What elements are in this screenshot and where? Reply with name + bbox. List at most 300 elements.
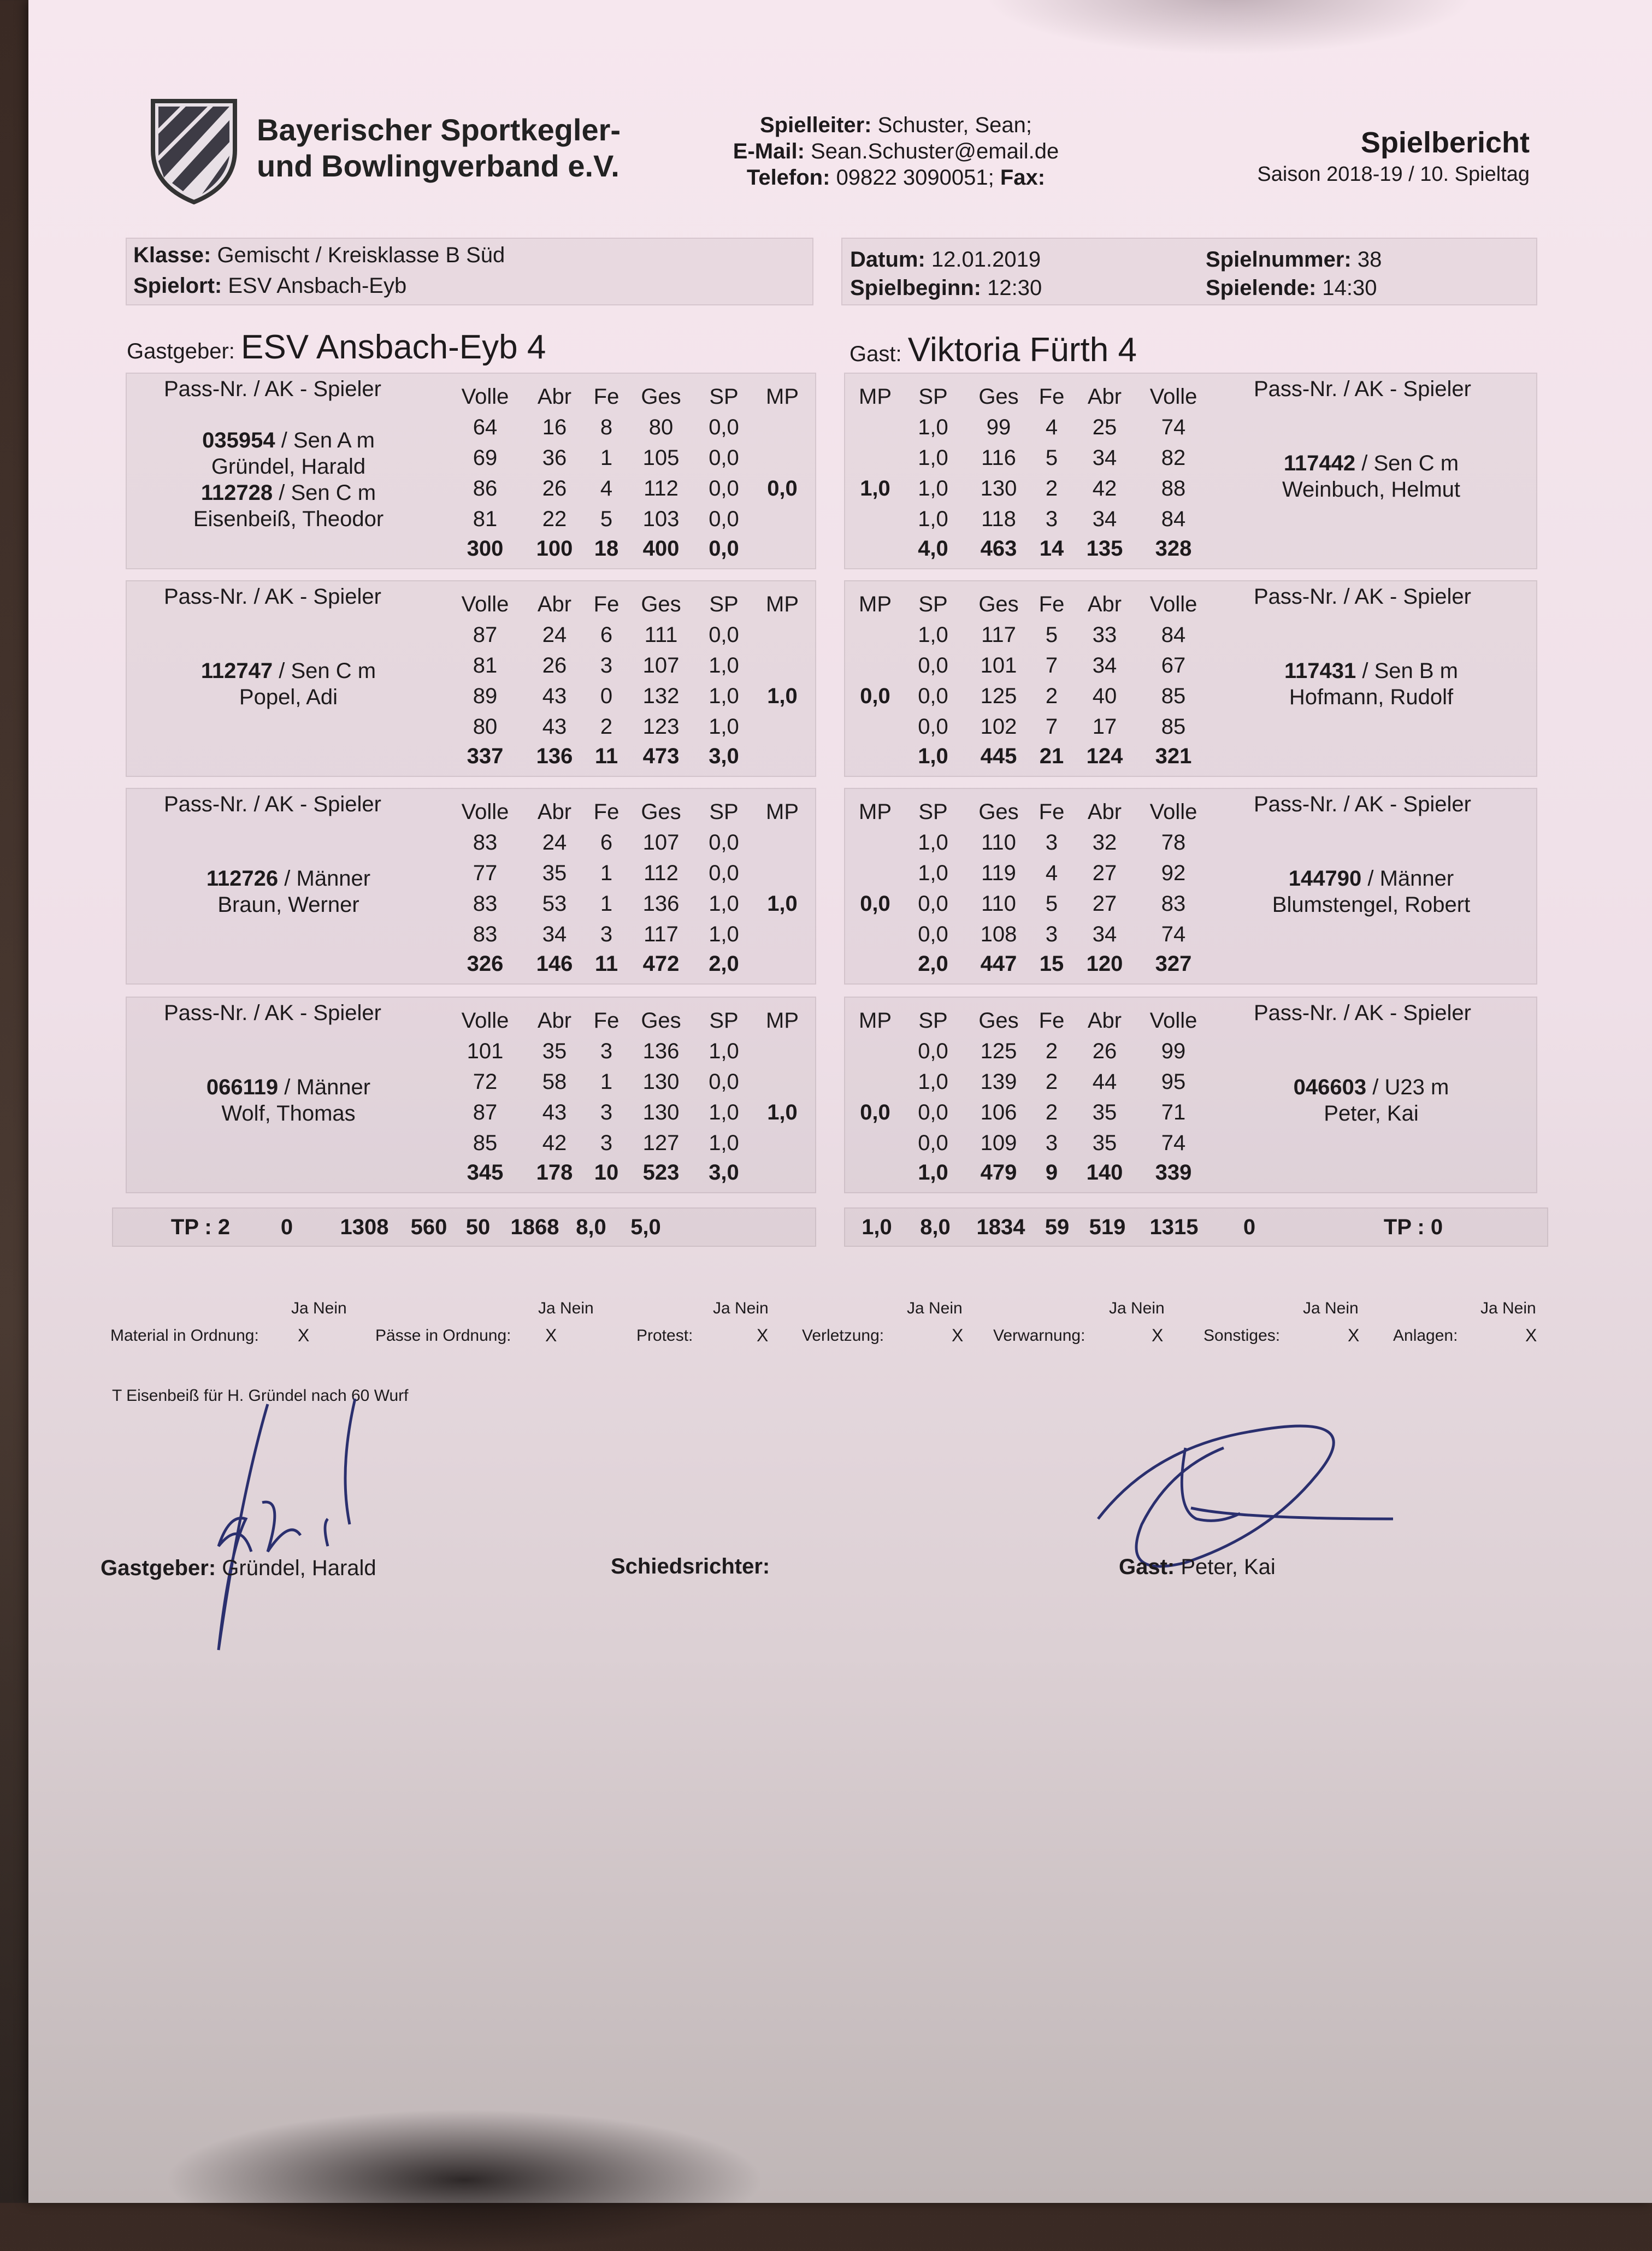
pass-number: 117442 — [1283, 451, 1356, 475]
column-header: MP — [859, 385, 892, 409]
total-cell: 445 — [980, 744, 1017, 768]
info-left — [126, 238, 813, 305]
score-cell: 0,0 — [918, 922, 948, 946]
total-value: 5,0 — [630, 1215, 661, 1239]
total-value: 50 — [465, 1215, 491, 1239]
ort-value: ESV Ansbach-Eyb — [228, 274, 407, 298]
check-label: Sonstiges: — [1203, 1327, 1281, 1345]
column-header: Fe — [1039, 1009, 1065, 1033]
score-cell: 109 — [980, 1131, 1017, 1155]
score-cell: 1,0 — [709, 1131, 739, 1155]
score-cell: 1 — [600, 446, 613, 470]
datum-label: Datum: — [850, 248, 925, 272]
score-cell: 1,0 — [918, 1070, 948, 1094]
column-header: Fe — [1039, 800, 1065, 824]
host-player-info — [146, 427, 430, 532]
column-header: Volle — [1149, 385, 1197, 409]
column-header: Abr — [537, 592, 572, 616]
guest-player-info — [1229, 865, 1513, 918]
score-cell: 2 — [1045, 684, 1058, 708]
score-cell: 117 — [981, 623, 1016, 647]
total-cell: 9 — [1045, 1160, 1058, 1185]
score-cell: 5 — [1045, 446, 1058, 470]
score-cell: 58 — [542, 1070, 567, 1094]
total-cell: 11 — [594, 744, 618, 768]
score-cell: 112 — [644, 476, 678, 500]
age-class: / Männer — [278, 1075, 371, 1099]
host-player-info — [146, 658, 430, 710]
total-cell: 178 — [536, 1160, 573, 1185]
guest-team-name: Viktoria Fürth 4 — [907, 331, 1137, 369]
score-cell: 102 — [980, 715, 1017, 739]
check-label: Verwarnung: — [993, 1327, 1085, 1345]
score-cell: 8 — [600, 415, 613, 439]
score-cell: 139 — [980, 1070, 1017, 1094]
team-points: TP : 0 — [1383, 1215, 1443, 1239]
pass-number: 112747 — [200, 659, 273, 683]
score-cell: 26 — [1092, 1039, 1117, 1063]
score-cell: 83 — [473, 830, 498, 855]
guest-team — [849, 331, 1137, 369]
score-cell: 81 — [473, 507, 498, 531]
score-cell: 74 — [1161, 415, 1186, 439]
pass-number: 035954 — [202, 428, 275, 452]
score-cell: 0,0 — [709, 507, 739, 531]
total-cell: 326 — [467, 952, 504, 976]
score-cell: 118 — [981, 507, 1016, 531]
score-cell: 7 — [1045, 715, 1058, 739]
score-cell: 81 — [473, 653, 498, 677]
total-cell: 2,0 — [918, 952, 948, 976]
column-header: MP — [766, 385, 799, 409]
score-cell: 32 — [1092, 830, 1117, 855]
total-value: 1315 — [1149, 1215, 1199, 1239]
column-header: Ges — [641, 800, 681, 824]
total-cell: 523 — [642, 1160, 680, 1185]
score-cell: 0,0 — [918, 653, 948, 677]
pass-number: 112728 — [200, 481, 273, 505]
score-cell: 43 — [542, 715, 567, 739]
score-cell: 83 — [1161, 892, 1186, 916]
sig-guest-name: Peter, Kai — [1181, 1555, 1276, 1579]
score-cell: 16 — [542, 415, 567, 439]
score-cell: 42 — [1092, 476, 1117, 500]
score-cell: 5 — [600, 507, 613, 531]
column-header: SP — [709, 800, 739, 824]
score-cell: 7 — [1045, 653, 1058, 677]
score-cell: 1,0 — [918, 415, 948, 439]
score-cell: 36 — [542, 446, 567, 470]
ja-nein-header: Ja Nein — [1109, 1299, 1165, 1317]
score-cell: 1,0 — [709, 684, 739, 708]
fax-label: Fax: — [1000, 166, 1046, 190]
substitution-note: T Eisenbeiß für H. Gründel nach 60 Wurf — [112, 1387, 409, 1405]
score-cell: 110 — [981, 830, 1016, 855]
score-cell: 107 — [642, 830, 680, 855]
column-header: Fe — [593, 592, 620, 616]
score-cell: 125 — [980, 684, 1017, 708]
score-cell: 127 — [642, 1131, 680, 1155]
score-cell: 74 — [1161, 1131, 1186, 1155]
guest-player-info — [1229, 658, 1513, 710]
player-name: Popel, Adi — [239, 685, 338, 709]
match-point: 0,0 — [767, 476, 798, 500]
column-header: Fe — [593, 385, 620, 409]
sig-guest-label: Gast: — [1119, 1555, 1175, 1579]
total-value: 1868 — [510, 1215, 559, 1239]
check-label: Material in Ordnung: — [110, 1327, 259, 1345]
total-cell: 0,0 — [709, 537, 739, 561]
nummer-value: 38 — [1357, 248, 1382, 272]
total-value: 1834 — [976, 1215, 1025, 1239]
column-header: Volle — [461, 1009, 509, 1033]
match-point: 1,0 — [767, 892, 798, 916]
score-cell: 80 — [473, 715, 498, 739]
score-cell: 42 — [542, 1131, 567, 1155]
host-player-info — [146, 865, 430, 918]
score-cell: 2 — [1045, 1100, 1058, 1124]
score-cell: 3 — [600, 1131, 613, 1155]
total-cell: 400 — [642, 537, 680, 561]
score-cell: 0,0 — [918, 715, 948, 739]
score-cell: 80 — [648, 415, 674, 439]
score-cell: 3 — [600, 922, 613, 946]
klasse-label: Klasse: — [133, 243, 211, 267]
score-cell: 0,0 — [918, 1100, 948, 1124]
player-name: Eisenbeiß, Theodor — [193, 507, 384, 531]
score-cell: 4 — [1045, 861, 1058, 885]
score-cell: 1 — [600, 861, 613, 885]
total-value: 59 — [1045, 1215, 1070, 1239]
column-header: Fe — [1039, 385, 1065, 409]
check-mark: X — [1348, 1325, 1360, 1345]
score-cell: 123 — [642, 715, 680, 739]
column-header: Abr — [537, 1009, 572, 1033]
column-header: Abr — [537, 800, 572, 824]
score-cell: 24 — [542, 830, 567, 855]
score-cell: 92 — [1161, 861, 1186, 885]
org-line-2: und Bowlingverband e.V. — [257, 149, 620, 183]
score-cell: 107 — [642, 653, 680, 677]
total-cell: 463 — [980, 537, 1017, 561]
score-cell: 1,0 — [709, 653, 739, 677]
age-class: / U23 m — [1366, 1075, 1449, 1099]
total-cell: 1,0 — [918, 744, 948, 768]
score-cell: 17 — [1092, 715, 1117, 739]
total-value: 519 — [1089, 1215, 1126, 1239]
score-cell: 132 — [642, 684, 680, 708]
score-cell: 34 — [1092, 446, 1117, 470]
guest-totals — [844, 1207, 1548, 1247]
federation-logo — [142, 90, 246, 205]
score-cell: 3 — [600, 1100, 613, 1124]
score-cell: 34 — [542, 922, 567, 946]
player-column-header: Pass-Nr. / AK - Spieler — [164, 1001, 381, 1025]
column-header: Ges — [978, 800, 1019, 824]
score-cell: 2 — [1045, 1070, 1058, 1094]
total-cell: 4,0 — [918, 537, 948, 561]
score-cell: 40 — [1092, 684, 1117, 708]
check-mark: X — [952, 1325, 964, 1345]
total-value: 560 — [410, 1215, 447, 1239]
total-value: 8,0 — [576, 1215, 606, 1239]
score-cell: 1,0 — [709, 1100, 739, 1124]
check-mark: X — [757, 1325, 769, 1345]
ja-nein-header: Ja Nein — [1480, 1299, 1536, 1317]
total-value: 0 — [1243, 1215, 1256, 1239]
ja-nein-header: Ja Nein — [291, 1299, 347, 1317]
column-header: Ges — [978, 385, 1019, 409]
column-header: Ges — [641, 592, 681, 616]
score-cell: 69 — [473, 446, 498, 470]
total-cell: 337 — [467, 744, 504, 768]
score-cell: 64 — [473, 415, 498, 439]
column-header: Volle — [1149, 800, 1197, 824]
score-cell: 0 — [600, 684, 613, 708]
match-point: 0,0 — [860, 1100, 890, 1124]
ja-nein-header: Ja Nein — [713, 1299, 769, 1317]
column-header: Volle — [461, 800, 509, 824]
score-cell: 53 — [542, 892, 567, 916]
score-cell: 71 — [1161, 1100, 1186, 1124]
score-cell: 83 — [473, 922, 498, 946]
team-points: TP : 2 — [170, 1215, 231, 1239]
leiter-label: Spielleiter: — [759, 113, 872, 137]
total-cell: 124 — [1086, 744, 1123, 768]
score-cell: 0,0 — [709, 830, 739, 855]
referee-line — [611, 1554, 770, 1579]
match-point: 1,0 — [767, 1100, 798, 1124]
column-header: Fe — [1039, 592, 1065, 616]
total-cell: 18 — [594, 537, 619, 561]
ende-value: 14:30 — [1322, 276, 1377, 300]
score-cell: 85 — [1161, 715, 1186, 739]
total-value: 8,0 — [920, 1215, 951, 1239]
total-cell: 479 — [980, 1160, 1017, 1185]
column-header: Volle — [461, 385, 509, 409]
column-header: MP — [766, 592, 799, 616]
column-header: SP — [918, 385, 948, 409]
score-cell: 110 — [981, 892, 1016, 916]
column-header: Volle — [1149, 1009, 1197, 1033]
total-cell: 339 — [1155, 1160, 1192, 1185]
total-cell: 146 — [536, 952, 573, 976]
total-cell: 1,0 — [918, 1160, 948, 1185]
total-cell: 120 — [1086, 952, 1123, 976]
column-header: Volle — [461, 592, 509, 616]
score-cell: 1 — [600, 1070, 613, 1094]
column-header: Abr — [1087, 800, 1122, 824]
score-cell: 3 — [600, 1039, 613, 1063]
score-cell: 0,0 — [709, 861, 739, 885]
total-cell: 100 — [536, 537, 573, 561]
score-cell: 3 — [1045, 1131, 1058, 1155]
player-column-header: Pass-Nr. / AK - Spieler — [1254, 377, 1471, 401]
score-cell: 0,0 — [918, 684, 948, 708]
score-cell: 78 — [1161, 830, 1186, 855]
score-cell: 84 — [1161, 507, 1186, 531]
title-block — [1175, 126, 1530, 186]
player-name: Gründel, Harald — [211, 455, 366, 479]
score-cell: 89 — [473, 684, 498, 708]
player-name: Braun, Werner — [217, 893, 359, 917]
guest-label: Gast: — [849, 342, 902, 366]
host-team — [127, 328, 546, 367]
total-cell: 345 — [467, 1160, 504, 1185]
total-cell: 11 — [594, 952, 618, 976]
datum-value: 12.01.2019 — [931, 248, 1041, 272]
score-cell: 35 — [542, 1039, 567, 1063]
guest-signature-line — [1119, 1555, 1276, 1580]
total-cell: 328 — [1155, 537, 1192, 561]
score-cell: 95 — [1161, 1070, 1186, 1094]
score-cell: 3 — [1045, 922, 1058, 946]
check-mark: X — [545, 1325, 557, 1345]
score-cell: 72 — [473, 1070, 498, 1094]
column-header: Fe — [593, 1009, 620, 1033]
total-cell: 2,0 — [709, 952, 739, 976]
age-class: / Sen B m — [1356, 659, 1459, 683]
player-name: Hofmann, Rudolf — [1289, 685, 1454, 709]
nummer-label: Spielnummer: — [1206, 248, 1352, 272]
player-name: Blumstengel, Robert — [1272, 893, 1471, 917]
score-cell: 2 — [1045, 1039, 1058, 1063]
ja-nein-header: Ja Nein — [907, 1299, 963, 1317]
total-cell: 3,0 — [709, 744, 739, 768]
total-cell: 321 — [1155, 744, 1192, 768]
score-cell: 0,0 — [918, 1131, 948, 1155]
org-name — [257, 112, 621, 184]
age-class: / Sen C m — [273, 481, 376, 505]
score-cell: 4 — [600, 476, 613, 500]
beginn-label: Spielbeginn: — [850, 276, 981, 300]
leiter-value: Schuster, Sean; — [877, 113, 1032, 137]
score-cell: 0,0 — [709, 1070, 739, 1094]
column-header: MP — [766, 800, 799, 824]
player-column-header: Pass-Nr. / AK - Spieler — [1254, 585, 1471, 609]
doc-title: Spielbericht — [1360, 126, 1530, 159]
score-cell: 84 — [1161, 623, 1186, 647]
total-cell: 473 — [642, 744, 680, 768]
shadow-top — [983, 0, 1475, 55]
total-value: 1308 — [340, 1215, 389, 1239]
score-cell: 106 — [980, 1100, 1017, 1124]
score-cell: 101 — [980, 653, 1017, 677]
total-cell: 14 — [1039, 537, 1064, 561]
score-cell: 117 — [644, 922, 678, 946]
email-value: Sean.Schuster@email.de — [811, 139, 1059, 163]
score-cell: 26 — [542, 653, 567, 677]
score-cell: 1,0 — [918, 861, 948, 885]
score-cell: 1,0 — [709, 892, 739, 916]
column-header: MP — [859, 1009, 892, 1033]
age-class: / Sen C m — [273, 659, 376, 683]
column-header: Ges — [978, 592, 1019, 616]
ende-label: Spielende: — [1206, 276, 1317, 300]
check-mark: X — [298, 1325, 310, 1345]
score-cell: 74 — [1161, 922, 1186, 946]
score-cell: 67 — [1161, 653, 1186, 677]
check-label: Verletzung: — [802, 1327, 884, 1345]
total-cell: 10 — [594, 1160, 619, 1185]
pass-number: 112726 — [206, 867, 279, 891]
column-header: Ges — [978, 1009, 1019, 1033]
total-cell: 300 — [467, 537, 504, 561]
match-point: 1,0 — [860, 476, 890, 500]
ja-nein-header: Ja Nein — [1303, 1299, 1359, 1317]
score-cell: 105 — [642, 446, 680, 470]
guest-player-info — [1229, 1074, 1513, 1127]
score-cell: 3 — [600, 653, 613, 677]
score-cell: 1,0 — [918, 830, 948, 855]
score-cell: 77 — [473, 861, 498, 885]
column-header: Abr — [1087, 385, 1122, 409]
age-class: / Sen A m — [275, 428, 375, 452]
age-class: / Sen C m — [1355, 451, 1459, 475]
total-cell: 472 — [642, 952, 680, 976]
score-cell: 136 — [642, 892, 680, 916]
score-cell: 108 — [980, 922, 1017, 946]
column-header: SP — [709, 1009, 739, 1033]
score-cell: 43 — [542, 684, 567, 708]
guest-player-info — [1229, 450, 1513, 503]
score-cell: 111 — [644, 623, 678, 647]
score-cell: 0,0 — [709, 415, 739, 439]
column-header: SP — [709, 592, 739, 616]
score-cell: 44 — [1092, 1070, 1117, 1094]
player-column-header: Pass-Nr. / AK - Spieler — [1254, 792, 1471, 816]
host-signature — [197, 1388, 481, 1672]
klasse-value: Gemischt / Kreisklasse B Süd — [217, 243, 505, 267]
player-name: Weinbuch, Helmut — [1282, 478, 1461, 502]
score-cell: 1,0 — [918, 507, 948, 531]
sig-host-name: Gründel, Harald — [222, 1556, 376, 1580]
score-cell: 1,0 — [918, 446, 948, 470]
score-cell: 101 — [467, 1039, 504, 1063]
column-header: MP — [859, 592, 892, 616]
pass-number: 144790 — [1288, 867, 1362, 891]
column-header: SP — [918, 800, 948, 824]
host-label: Gastgeber: — [127, 339, 235, 363]
total-cell: 327 — [1155, 952, 1192, 976]
score-cell: 136 — [642, 1039, 680, 1063]
score-cell: 82 — [1161, 446, 1186, 470]
column-header: MP — [859, 800, 892, 824]
check-label: Protest: — [636, 1327, 693, 1345]
player-name: Peter, Kai — [1324, 1101, 1419, 1126]
contact-block — [699, 112, 1093, 191]
score-cell: 25 — [1092, 415, 1117, 439]
player-name: Wolf, Thomas — [221, 1101, 356, 1126]
score-cell: 24 — [542, 623, 567, 647]
pass-number: 046603 — [1293, 1075, 1367, 1099]
phone-label: Telefon: — [746, 166, 830, 190]
score-cell: 0,0 — [709, 476, 739, 500]
column-header: Abr — [1087, 1009, 1122, 1033]
check-label: Pässe in Ordnung: — [375, 1327, 511, 1345]
column-header: Fe — [593, 800, 620, 824]
score-cell: 5 — [1045, 892, 1058, 916]
score-cell: 130 — [980, 476, 1017, 500]
score-cell: 83 — [473, 892, 498, 916]
score-cell: 130 — [642, 1100, 680, 1124]
score-cell: 112 — [644, 861, 678, 885]
score-cell: 88 — [1161, 476, 1186, 500]
score-cell: 0,0 — [918, 892, 948, 916]
column-header: Ges — [641, 385, 681, 409]
pass-number: 117431 — [1284, 659, 1356, 683]
score-cell: 0,0 — [709, 446, 739, 470]
